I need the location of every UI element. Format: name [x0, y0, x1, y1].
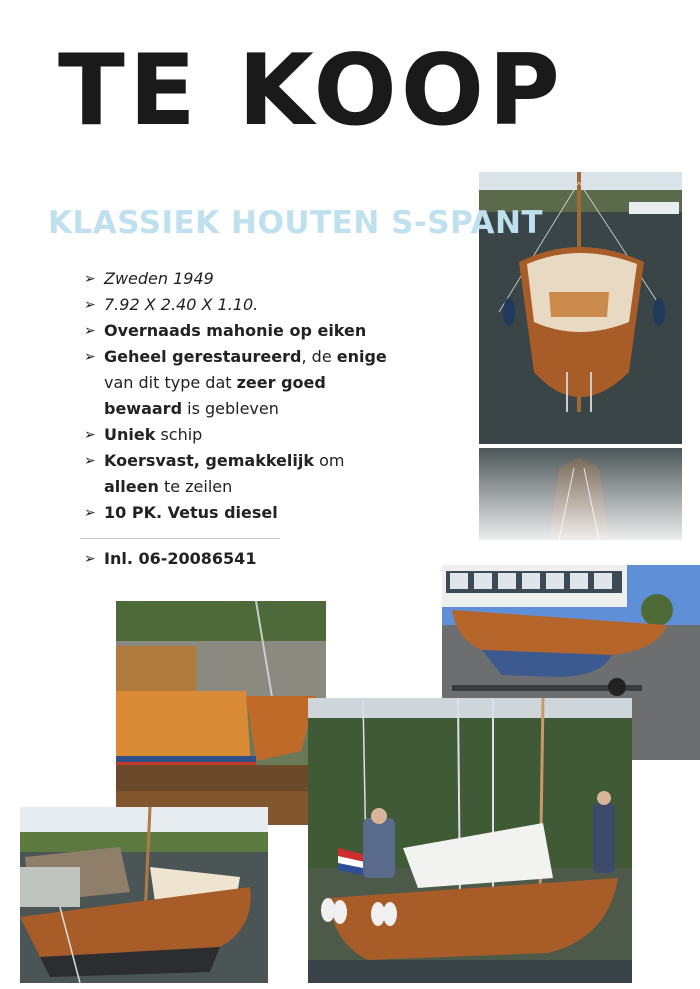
- arrow-bullet-icon: ➢: [84, 551, 96, 567]
- feature-text-part: van dit type dat: [104, 373, 237, 392]
- feature-text: [104, 269, 214, 288]
- feature-text-part: te zeilen: [158, 477, 233, 496]
- feature-text-part: 7.92 X 2.40 X 1.10.: [104, 295, 259, 314]
- arrow-bullet-icon: ➢: [84, 271, 96, 287]
- feature-text: [104, 549, 256, 568]
- feature-item: [84, 500, 404, 526]
- arrow-bullet-icon: ➢: [84, 505, 96, 521]
- feature-text-part: Overnaads mahonie op eiken: [104, 321, 367, 340]
- feature-item: [84, 318, 404, 344]
- feature-text-part: Zweden 1949: [104, 269, 214, 288]
- feature-text: [104, 321, 366, 340]
- photo-boat-with-people: [308, 698, 632, 983]
- feature-list: [84, 266, 404, 572]
- feature-text-part: alleen: [104, 477, 159, 496]
- feature-item: [84, 344, 404, 422]
- arrow-bullet-icon: ➢: [84, 427, 96, 443]
- feature-text: [104, 295, 258, 314]
- feature-text-part: enige: [336, 347, 387, 366]
- feature-item: [84, 422, 404, 448]
- page-title: TE KOOP: [58, 34, 564, 148]
- feature-item: [84, 546, 404, 572]
- photo-boat-at-jetty: [20, 807, 268, 983]
- arrow-bullet-icon: ➢: [84, 323, 96, 339]
- feature-text-part: is gebleven: [182, 399, 279, 418]
- feature-text-part: zeer goed bewaard: [104, 373, 326, 418]
- arrow-bullet-icon: ➢: [84, 297, 96, 313]
- feature-text-part: Uniek: [104, 425, 156, 444]
- feature-text-part: 10 PK. Vetus diesel: [104, 503, 278, 522]
- subtitle: KLASSIEK HOUTEN S-SPANT: [48, 205, 544, 241]
- photo-sterns-closeup: [116, 601, 326, 825]
- arrow-bullet-icon: ➢: [84, 453, 96, 469]
- feature-text-part: Geheel gerestaureerd: [104, 347, 302, 366]
- feature-text: [104, 451, 344, 496]
- feature-text-part: schip: [155, 425, 203, 444]
- feature-text: [104, 347, 387, 418]
- feature-text-part: Inl. 06-20086541: [104, 549, 257, 568]
- feature-text: [104, 425, 202, 444]
- feature-text: [104, 503, 278, 522]
- feature-item: [84, 266, 404, 292]
- feature-text-part: om: [314, 451, 345, 470]
- feature-text-part: Koersvast, gemakkelijk: [104, 451, 314, 470]
- photo-bow-reflection: [479, 448, 682, 540]
- feature-item: [84, 292, 404, 318]
- arrow-bullet-icon: ➢: [84, 349, 96, 365]
- feature-text-part: , de: [301, 347, 337, 366]
- feature-item: [84, 448, 404, 500]
